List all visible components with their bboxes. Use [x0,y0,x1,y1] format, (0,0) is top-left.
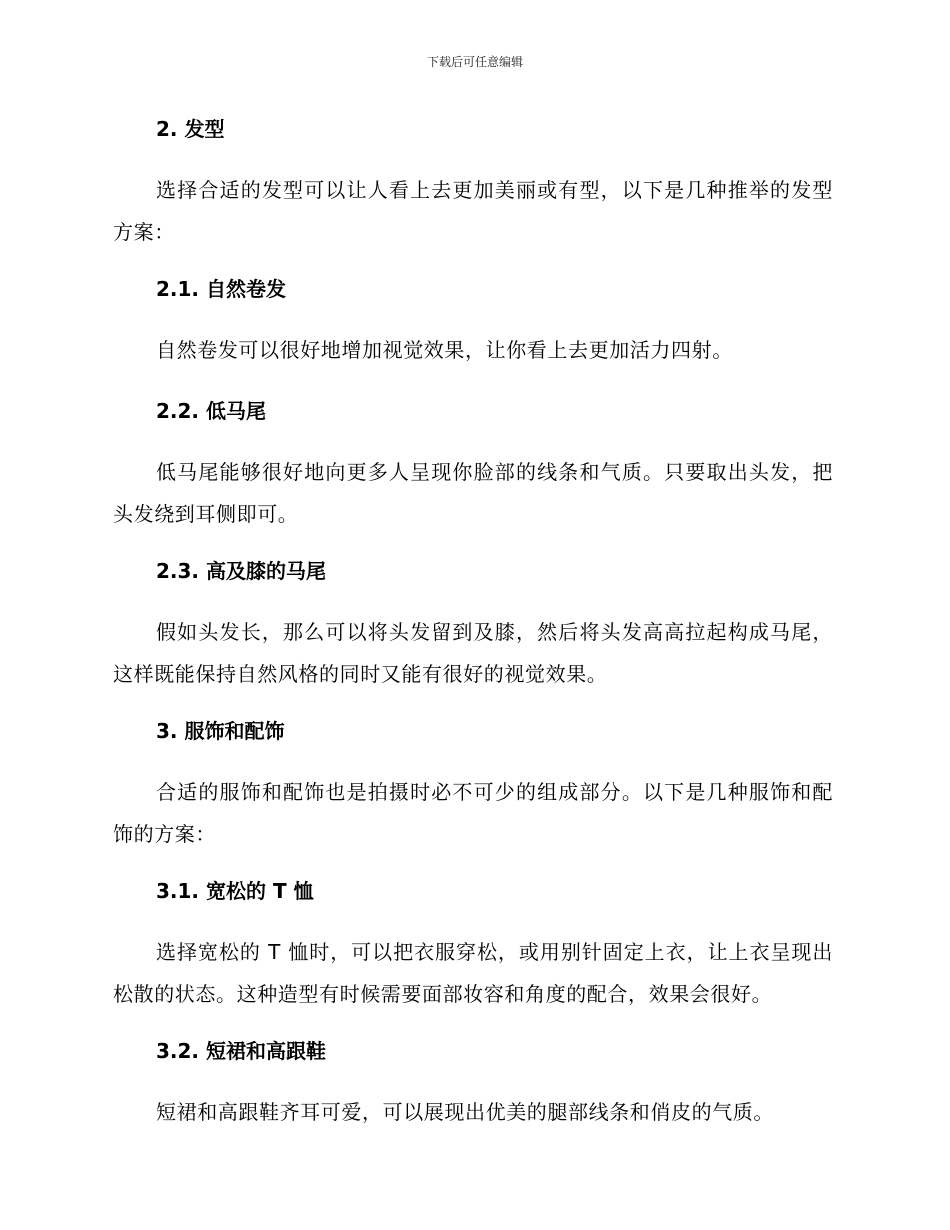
paragraph-knee-ponytail: 假如头发长，那么可以将头发留到及膝，然后将头发高高拉起构成马尾，这样既能保持自然风格的同时又能有很好的视觉效果。 [113,620,833,686]
paragraph-natural-curls: 自然卷发可以很好地增加视觉效果，让你看上去更加活力四射。 [156,338,733,362]
section-heading-knee-ponytail: 2.3. 高及膝的马尾 [156,559,326,583]
paragraph-clothing-intro: 合适的服饰和配饰也是拍摄时必不可少的组成部分。以下是几种服饰和配饰的方案： [113,780,833,846]
section-heading-clothing: 3. 服饰和配饰 [156,719,285,743]
paragraph-low-ponytail: 低马尾能够很好地向更多人呈现你脸部的线条和气质。只要取出头发，把头发绕到耳侧即可。 [113,460,833,526]
section-heading-low-ponytail: 2.2. 低马尾 [156,399,266,423]
section-heading-skirt-heels: 3.2. 短裙和高跟鞋 [156,1039,326,1063]
section-heading-hairstyle: 2. 发型 [156,117,225,141]
paragraph-skirt-heels: 短裙和高跟鞋齐耳可爱，可以展现出优美的腿部线条和俏皮的气质。 [156,1100,774,1124]
paragraph-loose-tshirt: 选择宽松的 T 恤时，可以把衣服穿松，或用别针固定上衣，让上衣呈现出松散的状态。这种造型有时候需要面部妆容和角度的配合，效果会很好。 [113,940,833,1006]
document-body [113,110,833,1154]
paragraph-hairstyle-intro: 选择合适的发型可以让人看上去更加美丽或有型，以下是几种推举的发型方案： [113,178,833,244]
section-heading-loose-tshirt: 3.1. 宽松的 T 恤 [156,879,314,903]
page-header: 下载后可任意编辑 [426,55,523,69]
section-heading-natural-curls: 2.1. 自然卷发 [156,277,286,301]
